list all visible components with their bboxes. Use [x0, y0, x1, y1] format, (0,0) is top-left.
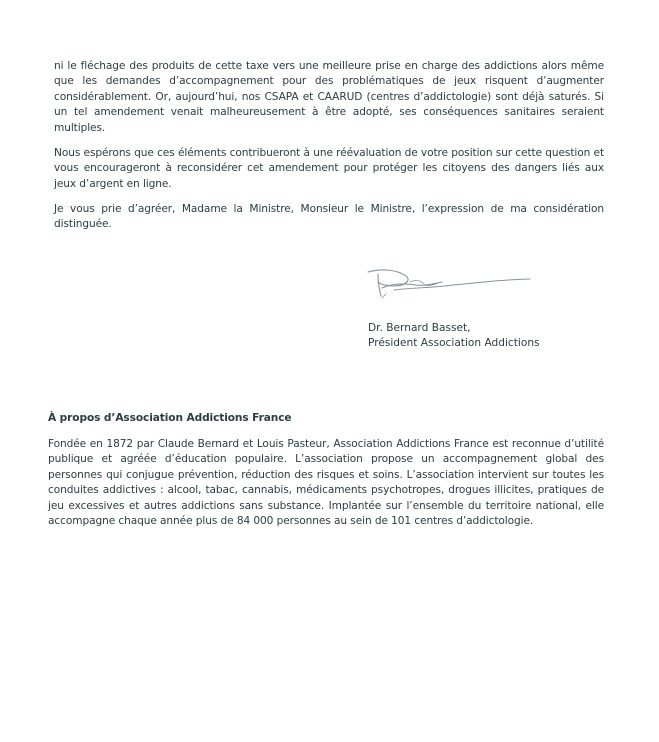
signature-block [368, 321, 540, 350]
letter-paragraph-2: Nous espérons que ces éléments contribueront à une réévaluation de votre position sur cette question et vous encourageront à reconsidérer cet amendement pour protéger les citoyens des dangers liés aux jeux d’argent en ligne. [54, 147, 604, 190]
signatory-name: Dr. Bernard Basset, [368, 322, 471, 334]
about-heading: À propos d’Association Addictions France [48, 412, 292, 424]
letter-paragraph-closing: Je vous prie d’agréer, Madame la Ministre, Monsieur le Ministre, l’expression de ma considération distinguée. [54, 203, 604, 231]
letter-paragraph-1: ni le fléchage des produits de cette taxe vers une meilleure prise en charge des addictions alors même que les demandes d’accompagnement pour des problématiques de jeux risquent d’augmenter considérablement. Or, aujourd’hui, nos CSAPA et CAARUD (centres d’addictologie) sont déjà saturés. Si un tel amendement venait malheureusement à être adopté, ses conséquences sanitaires seraient multiples. [54, 60, 604, 134]
about-paragraph: Fondée en 1872 par Claude Bernard et Louis Pasteur, Association Addictions France est reconnue d’utilité publique et agréée d’éducation populaire. L’association propose un accompagnement global des personnes qui conjugue prévention, réduction des risques et soins. L’association intervient sur toutes les conduites addictives : alcool, tabac, cannabis, médicaments psychotropes, drogues illicites, pratiques de jeu excessives et autres addictions sans substance. Implantée sur l’ensemble du territoire national, elle accompagne chaque année plus de 84 000 personnes au sein de 101 centres d’addictologie. [48, 438, 604, 528]
handwritten-signature [364, 264, 534, 302]
signatory-title: Président Association Addictions [368, 336, 540, 349]
